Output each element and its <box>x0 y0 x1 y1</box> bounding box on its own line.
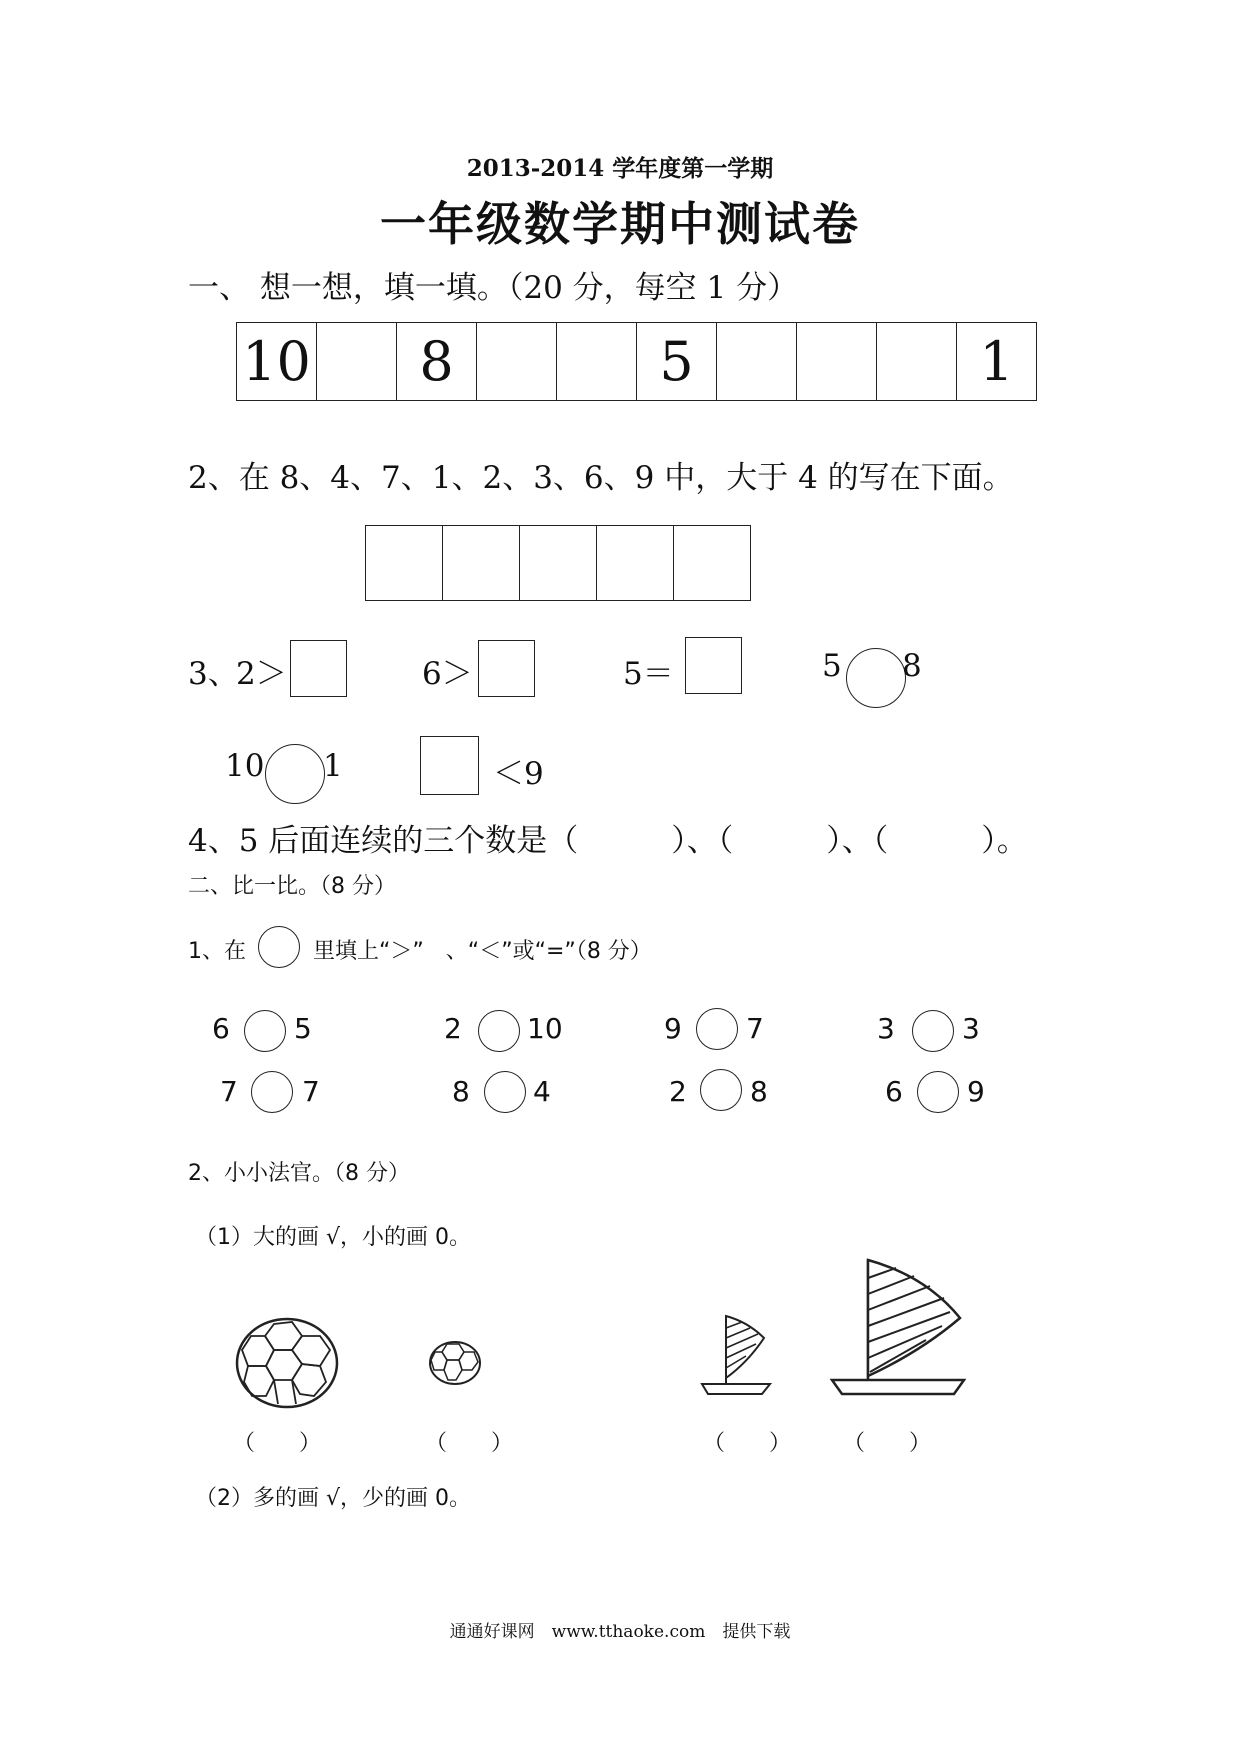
answer-circle[interactable] <box>244 1010 286 1052</box>
small-soccer-ball-image <box>428 1340 482 1386</box>
compare-left-number: 3 <box>877 1012 895 1045</box>
section-2-question-2-text: 2、小小法官。（8 分） <box>188 1161 410 1186</box>
compare-left-number: 5 <box>822 648 842 684</box>
sequence-cell[interactable]: 10 <box>237 323 317 401</box>
answer-circle[interactable] <box>912 1010 954 1052</box>
compare-right-number: 10 <box>527 1012 563 1045</box>
compare-right-number: 7 <box>302 1075 320 1108</box>
compare-left-number: 6 <box>212 1012 230 1045</box>
answer-circle[interactable] <box>251 1071 293 1113</box>
compare-left-number: 2 <box>669 1075 687 1108</box>
question-2-text: 2、在 8、4、7、1、2、3、6、9 中，大于 4 的写在下面。 <box>188 460 1014 496</box>
sequence-cell[interactable] <box>717 323 797 401</box>
answer-box[interactable] <box>478 640 535 697</box>
answer-circle[interactable] <box>265 744 325 804</box>
answer-parentheses[interactable]: （ ） <box>843 1431 932 1456</box>
compare-left-number: 2 <box>444 1012 462 1045</box>
section-1-heading: 一、 想一想，填一填。（20 分，每空 1 分） <box>188 270 799 306</box>
compare-right-number: 3 <box>962 1012 980 1045</box>
large-soccer-ball-image <box>234 1316 340 1410</box>
answer-box[interactable] <box>443 526 520 601</box>
compare-left-number: 6 <box>885 1075 903 1108</box>
compare-left-number: 8 <box>452 1075 470 1108</box>
answer-box[interactable] <box>366 526 443 601</box>
exam-subtitle: 2013-2014 学年度第一学期 <box>466 155 774 182</box>
answer-parentheses[interactable]: （ ） <box>233 1431 322 1456</box>
large-sailboat-image <box>830 1256 966 1398</box>
sequence-cell[interactable] <box>317 323 397 401</box>
answer-circle[interactable] <box>700 1069 742 1111</box>
compare-6-greater: 6＞ <box>422 656 473 692</box>
answer-boxes-table <box>365 525 751 601</box>
compare-right-number: 4 <box>533 1075 551 1108</box>
compare-left-number: 9 <box>664 1012 682 1045</box>
sequence-cell[interactable]: 8 <box>397 323 477 401</box>
example-circle-icon <box>258 926 300 968</box>
answer-circle[interactable] <box>917 1071 959 1113</box>
answer-box[interactable] <box>685 637 742 694</box>
small-sailboat-image <box>700 1312 772 1398</box>
answer-circle[interactable] <box>846 648 906 708</box>
answer-circle[interactable] <box>484 1071 526 1113</box>
compare-2-greater: 2＞ <box>236 656 287 692</box>
answer-box[interactable] <box>597 526 674 601</box>
compare-5-equal: 5＝ <box>623 656 674 692</box>
exam-title: 一年级数学期中测试卷 <box>380 197 860 251</box>
section-2-question-1-prefix: 1、在 <box>188 939 246 964</box>
answer-box[interactable] <box>520 526 597 601</box>
judge-instruction-quantity: （2）多的画 √，少的画 0。 <box>195 1486 471 1511</box>
judge-instruction-size: （1）大的画 √，小的画 0。 <box>195 1225 471 1250</box>
footer-source: 通通好课网 www.tthaoke.com 提供下载 <box>449 1622 791 1642</box>
compare-less-9: ＜9 <box>493 756 544 792</box>
section-2-heading: 二、比一比。（8 分） <box>188 874 396 899</box>
sequence-cell[interactable] <box>477 323 557 401</box>
answer-box[interactable] <box>420 736 479 795</box>
compare-left-number: 10 <box>225 748 265 784</box>
compare-left-number: 7 <box>220 1075 238 1108</box>
sequence-cell[interactable]: 5 <box>637 323 717 401</box>
compare-right-number: 5 <box>294 1012 312 1045</box>
compare-right-number: 1 <box>323 748 343 784</box>
compare-right-number: 8 <box>902 648 922 684</box>
sequence-cell[interactable]: 1 <box>957 323 1037 401</box>
sequence-cell[interactable] <box>877 323 957 401</box>
answer-circle[interactable] <box>478 1010 520 1052</box>
compare-right-number: 9 <box>967 1075 985 1108</box>
answer-box[interactable] <box>674 526 751 601</box>
question-4-text: 4、5 后面连续的三个数是（ ）、（ ）、（ ）。 <box>188 823 1028 859</box>
answer-parentheses[interactable]: （ ） <box>425 1431 514 1456</box>
answer-circle[interactable] <box>696 1008 738 1050</box>
answer-box[interactable] <box>290 640 347 697</box>
compare-right-number: 7 <box>746 1012 764 1045</box>
answer-parentheses[interactable]: （ ） <box>703 1431 792 1456</box>
question-3-label: 3、 <box>188 656 239 692</box>
compare-right-number: 8 <box>750 1075 768 1108</box>
section-2-question-1-text: 里填上“＞” 、“＜”或“=”（8 分） <box>313 939 652 964</box>
sequence-cell[interactable] <box>797 323 877 401</box>
number-sequence-table <box>236 322 1037 401</box>
sequence-cell[interactable] <box>557 323 637 401</box>
